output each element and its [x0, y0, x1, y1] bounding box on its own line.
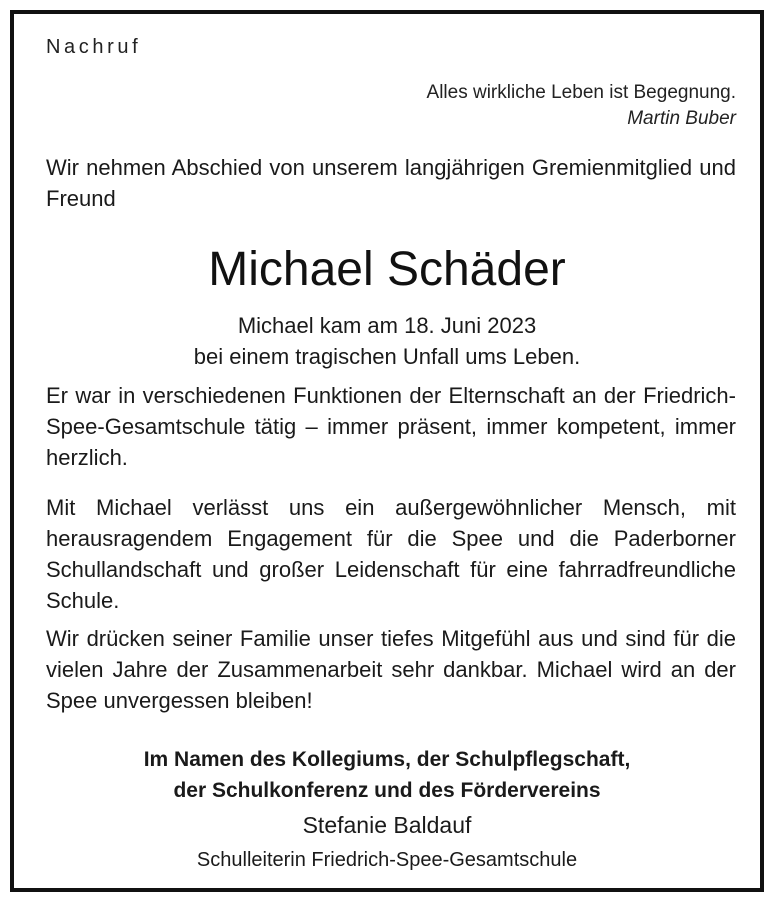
death-line-1: Michael kam am 18. Juni 2023 [237, 313, 537, 338]
tribute-paragraph-1: Er war in verschiedenen Funktionen der Elternschaft an der Friedrich-Spee-Gesamtschule tätig – immer präsent, immer kompetent, immer herzlich. [46, 383, 736, 470]
signatory-role: Schulleiterin Friedrich-Spee-Gesamtschule [196, 849, 578, 871]
epigraph-text: Alles wirkliche Leben ist Begegnung. [426, 82, 736, 103]
epigraph-author: Martin Buber [627, 108, 736, 129]
death-line-2: bei einem tragischen Unfall ums Leben. [193, 344, 581, 369]
signature-organizations [14, 744, 760, 806]
intro-paragraph: Wir nehmen Abschied von unserem langjährigen Gremienmitglied und Freund [46, 155, 736, 211]
notice-heading: Nachruf [46, 36, 142, 58]
epigraph [427, 80, 736, 132]
obituary-frame [10, 10, 764, 892]
death-notice [14, 310, 760, 372]
signatory-name: Stefanie Baldauf [302, 812, 472, 838]
signature-org-line-2: der Schulkonferenz und des Fördervereins [173, 779, 601, 802]
tribute-paragraph-2: Mit Michael verlässt uns ein außergewöhnlicher Mensch, mit herausragendem Engagement für die Spee und die Paderborner Schullandschaft und großer Leidenschaft für eine fahrradfreundliche Schule. [46, 495, 736, 613]
tribute-paragraph-3: Wir drücken seiner Familie unser tiefes Mitgefühl aus und sind für die vielen Jahre der Zusammenarbeit sehr dankbar. Michael wird an der Spee unvergessen bleiben! [46, 626, 736, 713]
signature-org-line-1: Im Namen des Kollegiums, der Schulpflegschaft, [143, 748, 631, 771]
deceased-name: Michael Schäder [208, 243, 566, 296]
